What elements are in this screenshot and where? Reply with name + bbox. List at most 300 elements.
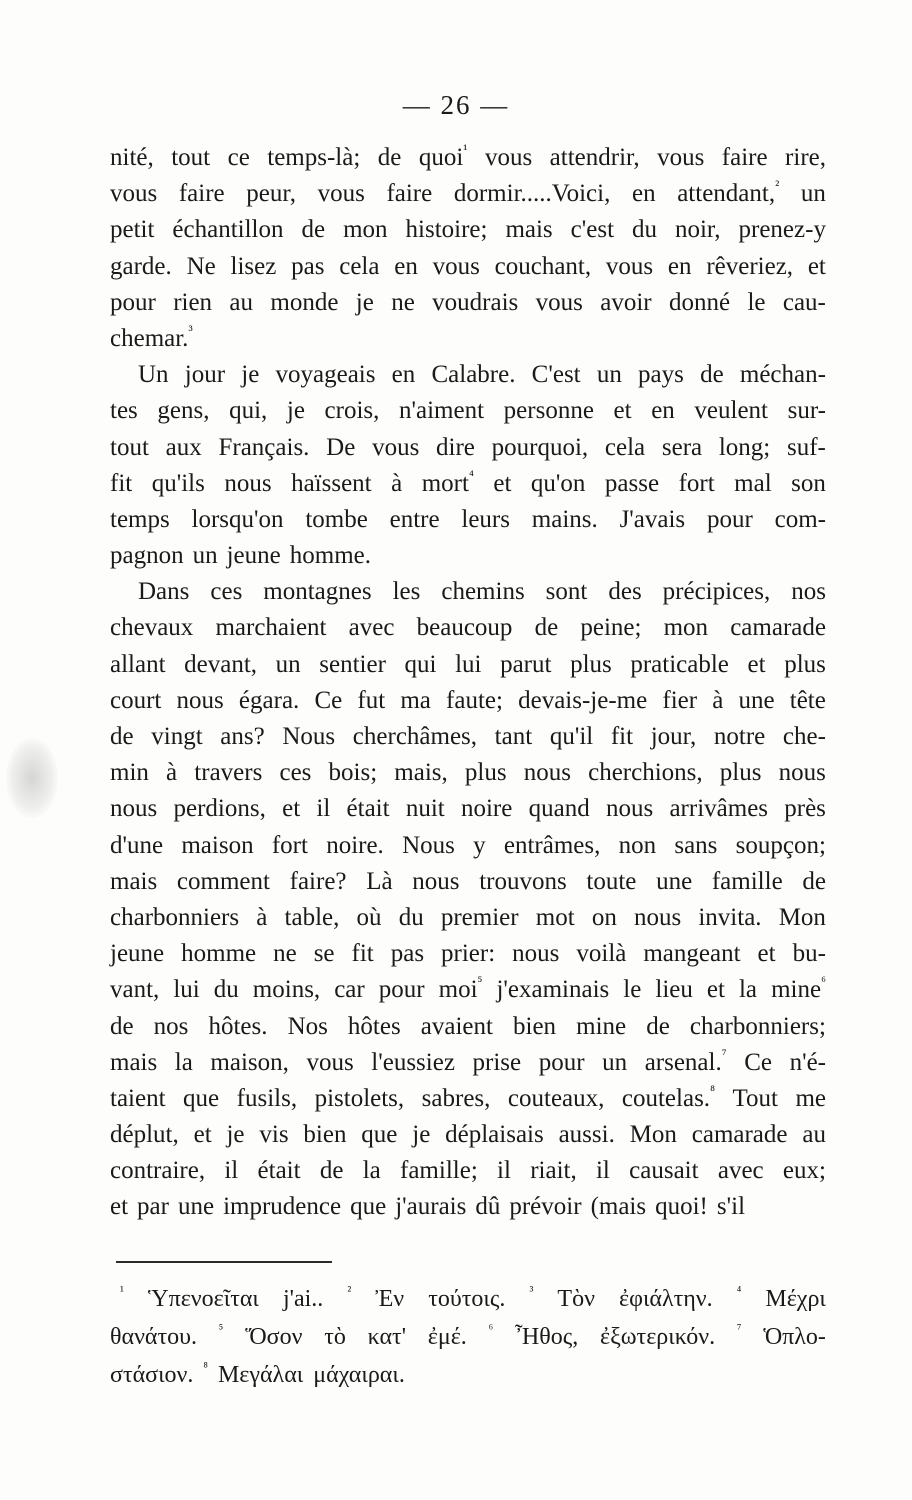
word	[110, 1081, 166, 1117]
word	[536, 900, 575, 936]
word	[283, 1280, 323, 1318]
word-text: fort	[271, 831, 308, 859]
word	[515, 1318, 578, 1356]
word	[110, 321, 193, 357]
word-text: il	[497, 1157, 511, 1185]
word-text: pagnon	[110, 542, 184, 570]
word	[154, 1009, 189, 1045]
footnote-marker: ⁴	[736, 1283, 742, 1298]
word	[714, 719, 765, 755]
word	[783, 1153, 826, 1189]
word-text: eux;	[782, 1157, 826, 1185]
word-text: le	[623, 976, 642, 1004]
word	[314, 936, 335, 972]
word	[390, 502, 440, 538]
word-text: la	[174, 1048, 193, 1076]
word-text: bois;	[328, 759, 378, 787]
word	[504, 828, 600, 864]
word	[718, 1153, 764, 1189]
word-text: faire	[721, 144, 768, 171]
word-text: jour,	[650, 723, 697, 750]
word	[737, 1280, 742, 1318]
word	[287, 393, 305, 429]
word-text: la	[362, 1157, 381, 1185]
word	[496, 972, 609, 1008]
word-text: che-	[782, 723, 826, 750]
word-text: min	[110, 759, 149, 787]
word-text: rire,	[785, 144, 826, 171]
word	[677, 176, 779, 212]
word	[110, 864, 157, 900]
word-text: Ne	[186, 252, 216, 280]
word	[203, 1356, 208, 1394]
word	[110, 1318, 197, 1356]
word-text: dormir.....Voici,	[453, 180, 611, 208]
word-text: c'est	[570, 216, 615, 244]
word	[245, 1318, 302, 1356]
word	[732, 1081, 777, 1117]
word	[110, 972, 159, 1008]
word	[492, 430, 589, 466]
word	[461, 502, 510, 538]
word-text: par	[137, 1193, 169, 1221]
word-text: pistolets,	[314, 1084, 405, 1112]
word-text: Ἐν	[375, 1286, 405, 1312]
word-text: toute	[586, 867, 637, 895]
word-text: lorsqu'on	[191, 505, 284, 533]
word	[219, 1318, 224, 1356]
word	[479, 864, 567, 900]
footnote-marker: ⁵	[218, 1321, 224, 1336]
word-text: pas	[390, 940, 425, 968]
word-text: tout	[171, 144, 211, 171]
word-text: cela	[604, 433, 646, 461]
word	[439, 972, 483, 1008]
word	[253, 972, 320, 1008]
word-text: mains.	[531, 505, 598, 533]
word	[779, 900, 826, 936]
word-text: tes	[110, 397, 138, 425]
word-text: charbonniers;	[689, 1012, 826, 1040]
word	[646, 1009, 670, 1045]
word	[622, 1081, 715, 1117]
word-text: de	[700, 361, 724, 389]
word-text: Nos	[287, 1012, 328, 1040]
word-text: Μεγάλαι	[217, 1362, 304, 1388]
word	[679, 466, 715, 502]
word-text: imprudence	[223, 1193, 342, 1221]
footnote-marker: ⁷	[736, 1321, 742, 1336]
word	[214, 972, 239, 1008]
word-text: coutelas.	[621, 1084, 711, 1112]
word-text: moi	[438, 976, 478, 1004]
word	[110, 1153, 205, 1189]
word	[428, 1318, 467, 1356]
word	[532, 502, 598, 538]
word-text: cherchâmes,	[352, 723, 478, 750]
word	[110, 502, 170, 538]
word	[535, 610, 559, 646]
word	[110, 647, 166, 683]
word	[465, 755, 507, 791]
word	[576, 936, 626, 972]
word	[138, 574, 189, 610]
word-text: avec	[717, 1157, 764, 1185]
word	[421, 1009, 493, 1045]
word	[441, 900, 519, 936]
word	[406, 212, 488, 248]
word	[747, 285, 765, 321]
word-text: temps	[110, 505, 170, 533]
word	[600, 285, 651, 321]
word	[237, 1081, 297, 1117]
word-text: long;	[718, 433, 771, 461]
word	[495, 249, 591, 285]
word	[808, 249, 826, 285]
word	[319, 647, 386, 683]
word-text: maison,	[210, 1048, 289, 1076]
word-text: sur-	[787, 397, 826, 425]
word	[791, 574, 826, 610]
word-text: du	[213, 976, 239, 1004]
word	[712, 683, 723, 719]
word	[643, 936, 740, 972]
word-text: je	[286, 397, 305, 425]
word	[110, 466, 132, 502]
word-text: entrâmes,	[503, 831, 601, 859]
word-text: histoire;	[405, 216, 488, 244]
word	[288, 1009, 328, 1045]
word	[187, 249, 216, 285]
word	[282, 791, 300, 827]
word	[771, 972, 826, 1008]
word-text: déplaisais	[445, 1121, 544, 1149]
word-text: Ce	[314, 686, 343, 714]
word-text: entre	[389, 505, 440, 533]
word	[473, 1045, 522, 1081]
word-text: jeune	[110, 940, 165, 968]
word-text: prier:	[441, 940, 496, 968]
word-text: nos	[791, 578, 826, 606]
word-text: hôtes.	[208, 1012, 268, 1040]
word	[110, 1045, 157, 1081]
word-text: pas	[291, 252, 325, 280]
word	[634, 900, 681, 936]
word-text: en	[667, 252, 692, 280]
body-text	[110, 140, 826, 1226]
text-line	[110, 1009, 826, 1045]
word-text: ἐμέ.	[427, 1324, 467, 1350]
word	[137, 1189, 169, 1225]
word-text: faire	[178, 180, 225, 208]
word-text: noire	[460, 795, 513, 823]
text-line	[110, 140, 826, 176]
word	[276, 647, 301, 683]
word-text: aussi.	[558, 1121, 615, 1149]
word	[391, 936, 424, 972]
word	[690, 1009, 826, 1045]
word-text: tombe	[305, 505, 368, 533]
text-line	[110, 321, 826, 357]
word-text: arsenal.	[644, 1048, 722, 1076]
text-line	[110, 502, 826, 538]
word-text: plus	[719, 759, 762, 787]
word	[550, 719, 593, 755]
word	[422, 1081, 491, 1117]
footnote-line	[110, 1280, 826, 1318]
text-line	[110, 719, 826, 755]
word-text: voudrais	[432, 288, 519, 316]
word	[694, 393, 768, 429]
word	[669, 791, 768, 827]
word-text: fut	[357, 686, 386, 714]
word	[372, 430, 419, 466]
word-text: vous	[317, 180, 365, 208]
word-text: dû	[475, 1193, 501, 1221]
word-text: une	[656, 867, 693, 895]
word	[349, 610, 395, 646]
word-text: sabres,	[421, 1084, 491, 1112]
footnotes	[110, 1280, 826, 1394]
word-text: quoi	[418, 144, 464, 171]
word	[110, 1117, 179, 1153]
word	[629, 1153, 698, 1189]
word	[657, 140, 704, 176]
word	[110, 212, 154, 248]
word	[717, 1189, 745, 1225]
word	[795, 1081, 826, 1117]
word-text: sont	[545, 578, 588, 606]
word-text: monde	[270, 288, 339, 316]
word	[692, 1117, 788, 1153]
word-text: mort	[421, 469, 469, 497]
word-text: garde.	[110, 252, 172, 280]
word	[210, 574, 242, 610]
word-text: Μέχρι	[765, 1286, 826, 1312]
word	[739, 683, 775, 719]
word-text: se	[313, 940, 335, 968]
word-text: vous	[110, 180, 158, 208]
word	[619, 828, 657, 864]
word	[651, 393, 675, 429]
word	[258, 1153, 301, 1189]
word	[394, 249, 418, 285]
word-text: ἐξωτερικόν.	[599, 1324, 716, 1350]
word	[591, 1189, 647, 1225]
word-text: un	[596, 361, 622, 389]
text-line	[110, 683, 826, 719]
word	[412, 1117, 430, 1153]
word	[110, 936, 164, 972]
word-text: ce	[227, 144, 250, 171]
word	[394, 755, 447, 791]
page-stain	[6, 738, 58, 818]
word-text: devais-je-me	[518, 686, 648, 714]
word	[138, 357, 169, 393]
word-text: ans?	[220, 723, 265, 750]
word	[391, 466, 402, 502]
text-line	[110, 249, 826, 285]
word	[357, 900, 382, 936]
word-text: fit	[351, 940, 374, 968]
word	[454, 176, 610, 212]
word	[707, 502, 753, 538]
word-text: dire	[436, 433, 475, 461]
word-text: je	[241, 361, 260, 389]
word	[559, 1117, 615, 1153]
word	[669, 285, 730, 321]
word-text: et	[757, 940, 776, 968]
word	[675, 212, 721, 248]
word	[357, 683, 385, 719]
word-text: nous	[224, 469, 272, 497]
word-text: y	[473, 831, 486, 859]
word-text: chemar.	[110, 324, 189, 352]
word-text: homme.	[289, 542, 371, 570]
word-text: nous	[778, 759, 826, 787]
word-text: τούτοις.	[428, 1286, 506, 1312]
word-text: les	[392, 578, 421, 606]
word-text: un	[192, 542, 218, 570]
word-text: Ὑπενοεῖται	[147, 1286, 259, 1312]
word	[475, 1189, 500, 1225]
word	[790, 1045, 826, 1081]
word	[655, 972, 693, 1008]
word-text: noire.	[326, 831, 384, 859]
word	[436, 430, 475, 466]
word-text: de	[110, 723, 134, 750]
word	[720, 755, 762, 791]
word	[406, 791, 445, 827]
word	[270, 285, 338, 321]
word-text: qu'il	[549, 723, 594, 750]
word	[793, 936, 826, 972]
text-line	[110, 900, 826, 936]
word	[220, 719, 264, 755]
word	[183, 1081, 219, 1117]
word	[256, 900, 267, 936]
word-text: passe	[604, 469, 660, 497]
word-text: mais	[110, 1048, 158, 1076]
word-text: (mais	[590, 1193, 647, 1221]
word	[110, 791, 157, 827]
word	[405, 647, 437, 683]
word	[784, 647, 826, 683]
word-text: de	[319, 1157, 344, 1185]
word-text: nuit	[405, 795, 445, 823]
word	[393, 574, 421, 610]
word	[166, 430, 202, 466]
word-text: Ce	[744, 1048, 772, 1076]
word-text: car	[334, 976, 365, 1004]
word-text: beaucoup	[416, 614, 513, 642]
footnote-marker: ²	[347, 1283, 352, 1298]
word	[785, 140, 826, 176]
word	[623, 972, 641, 1008]
word	[215, 610, 326, 646]
word	[110, 610, 193, 646]
word	[645, 1045, 727, 1081]
word-text: une	[738, 686, 775, 714]
word-text: au	[802, 1121, 826, 1149]
word	[656, 864, 692, 900]
word-text: et	[110, 1193, 129, 1221]
word-text: jour	[184, 361, 226, 389]
word-text: non	[618, 831, 657, 859]
word	[606, 249, 653, 285]
word-text: bien	[303, 1121, 347, 1149]
word	[441, 574, 524, 610]
word-text: nous	[412, 867, 460, 895]
word-text: qu'on	[530, 469, 586, 497]
word-text: riait,	[530, 1157, 577, 1185]
word	[597, 357, 622, 393]
word	[184, 647, 257, 683]
word-text: voyageais	[275, 361, 376, 389]
word	[546, 574, 588, 610]
word-text: ces	[279, 759, 312, 787]
text-line	[110, 1153, 826, 1189]
word	[224, 466, 271, 502]
word-text: μάχαιραι.	[313, 1362, 405, 1388]
word	[218, 430, 309, 466]
word	[110, 900, 239, 936]
word	[730, 610, 826, 646]
word-text: un	[602, 1048, 628, 1076]
word-text: sans	[674, 831, 718, 859]
text-line	[110, 972, 826, 1008]
paragraph	[110, 140, 826, 357]
word	[110, 538, 184, 574]
footnote-separator	[116, 1261, 332, 1263]
paragraph	[110, 574, 826, 1225]
word-text: attendrir,	[549, 144, 640, 171]
word-text: table,	[284, 903, 340, 931]
word-text: C'est	[531, 361, 581, 389]
text-line	[110, 864, 826, 900]
word	[291, 466, 372, 502]
word-text: nous	[523, 759, 571, 787]
word-text: Un	[138, 361, 169, 389]
word-text: mon	[663, 614, 709, 642]
word-text: vous	[605, 252, 654, 280]
word-text: nous	[633, 903, 682, 931]
word-text: avaient	[420, 1012, 493, 1040]
word-text: mal	[734, 469, 772, 497]
word-text: ma	[400, 686, 431, 714]
word-text: Ἦθος,	[514, 1324, 579, 1350]
word-text: De	[326, 433, 356, 461]
word-text: στάσιον.	[110, 1362, 194, 1388]
word	[638, 357, 684, 393]
word	[273, 936, 297, 972]
word-text: famille;	[400, 1157, 478, 1185]
word	[763, 1318, 826, 1356]
word	[605, 430, 645, 466]
word-text: comment	[176, 867, 270, 895]
word	[432, 285, 518, 321]
word-text: aux	[165, 433, 202, 461]
word	[178, 1189, 214, 1225]
word-text: marchaient	[215, 614, 327, 642]
word	[441, 936, 495, 972]
word-text: que	[350, 1193, 387, 1221]
word	[790, 683, 826, 719]
word-text: était	[257, 1157, 301, 1185]
word	[758, 936, 776, 972]
word	[532, 357, 581, 393]
word-text: nous	[110, 795, 158, 823]
